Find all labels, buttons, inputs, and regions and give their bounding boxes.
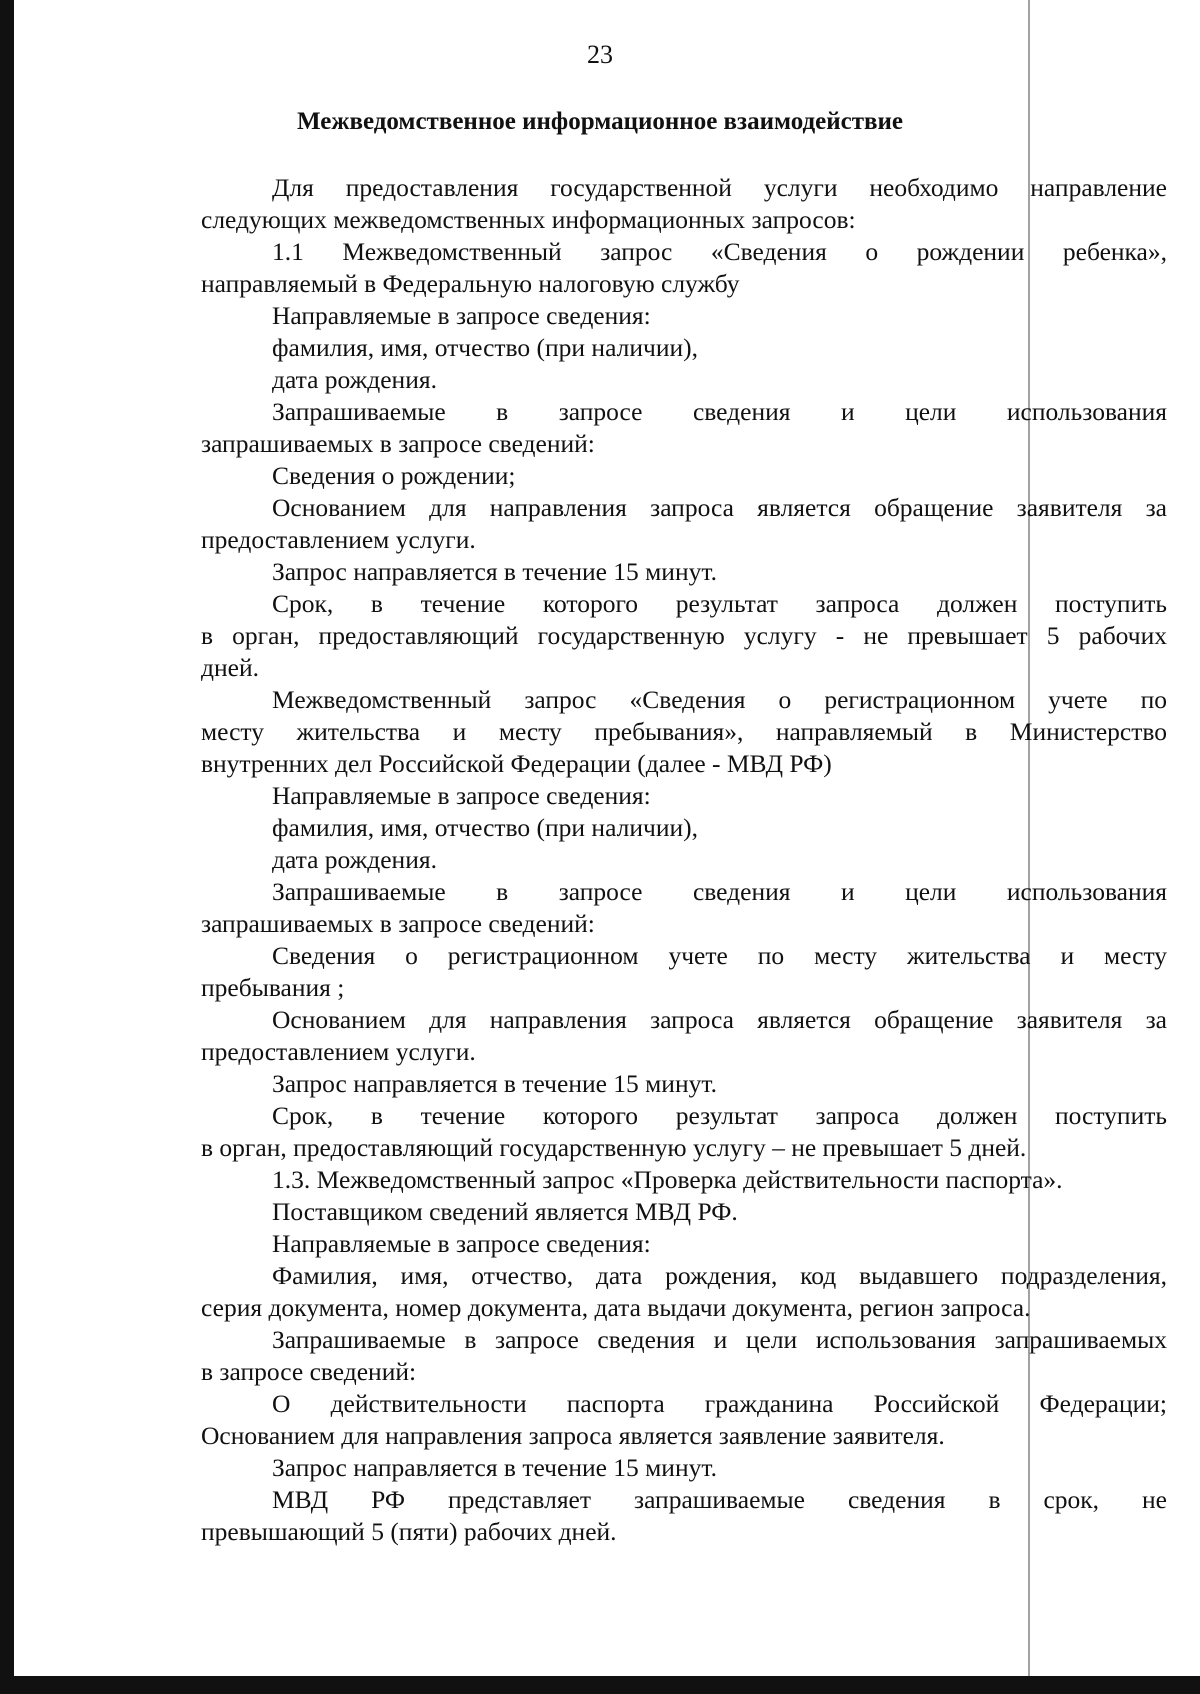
body-line: Запрос направляется в течение 15 минут. (272, 557, 717, 586)
body-line: О действительности паспорта гражданина Российской Федерации; (272, 1389, 1167, 1418)
body-line: месту жительства и месту пребывания», направляемый в Министерство (201, 717, 1167, 746)
body-line: Межведомственный запрос «Сведения о регистрационном учете по (272, 685, 1167, 714)
body-line: запрашиваемых в запросе сведений: (201, 429, 595, 458)
body-line: превышающий 5 (пяти) рабочих дней. (201, 1517, 617, 1546)
body-line: в орган, предоставляющий государственную услугу - не превышает 5 рабочих (201, 621, 1167, 650)
body-line: пребывания ; (201, 973, 345, 1002)
body-line: дата рождения. (272, 365, 437, 394)
body-line: запрашиваемых в запросе сведений: (201, 909, 595, 938)
body-line: серия документа, номер документа, дата выдачи документа, регион запроса. (201, 1293, 1031, 1322)
body-line: Запрашиваемые в запросе сведения и цели использования запрашиваемых (272, 1325, 1167, 1354)
body-line: предоставлением услуги. (201, 1037, 476, 1066)
body-line: фамилия, имя, отчество (при наличии), (272, 813, 698, 842)
body-line: дней. (201, 653, 259, 682)
body-line: дата рождения. (272, 845, 437, 874)
body-line: 1.3. Межведомственный запрос «Проверка действительности паспорта». (272, 1165, 1063, 1194)
body-line: Срок, в течение которого результат запроса должен поступить (272, 589, 1167, 618)
body-line: Основанием для направления запроса является заявление заявителя. (201, 1421, 945, 1450)
body-line: предоставлением услуги. (201, 525, 476, 554)
body-line: Фамилия, имя, отчество, дата рождения, код выдавшего подразделения, (272, 1261, 1167, 1290)
section-heading: Межведомственное информационное взаимодействие (297, 108, 903, 135)
body-line: Запрашиваемые в запросе сведения и цели использования (272, 397, 1167, 426)
body-line: в запросе сведений: (201, 1357, 417, 1386)
body-line: Основанием для направления запроса является обращение заявителя за (272, 493, 1167, 522)
page-number: 23 (587, 40, 613, 69)
scan-border-bottom (0, 1676, 1200, 1694)
body-line: Для предоставления государственной услуги необходимо направление (272, 173, 1167, 202)
body-line: Направляемые в запросе сведения: (272, 781, 651, 810)
body-line: 1.1 Межведомственный запрос «Сведения о рождении ребенка», (272, 237, 1167, 266)
body-line: в орган, предоставляющий государственную услугу – не превышает 5 дней. (201, 1133, 1027, 1162)
body-line: Основанием для направления запроса является обращение заявителя за (272, 1005, 1167, 1034)
scan-border-left (0, 0, 14, 1694)
body-line: следующих межведомственных информационных запросов: (201, 205, 856, 234)
body-line: Направляемые в запросе сведения: (272, 301, 651, 330)
body-line: Сведения о регистрационном учете по месту жительства и месту (272, 941, 1167, 970)
body-line: внутренних дел Российской Федерации (далее - МВД РФ) (201, 749, 832, 778)
document-body (201, 172, 1167, 1548)
body-line: фамилия, имя, отчество (при наличии), (272, 333, 698, 362)
body-line: направляемый в Федеральную налоговую службу (201, 269, 740, 298)
body-line: Поставщиком сведений является МВД РФ. (272, 1197, 738, 1226)
body-line: Запрашиваемые в запросе сведения и цели использования (272, 877, 1167, 906)
body-line: Срок, в течение которого результат запроса должен поступить (272, 1101, 1167, 1130)
body-line: Запрос направляется в течение 15 минут. (272, 1453, 717, 1482)
body-line: Запрос направляется в течение 15 минут. (272, 1069, 717, 1098)
body-line: Сведения о рождении; (272, 461, 516, 490)
body-line: МВД РФ представляет запрашиваемые сведения в срок, не (272, 1485, 1167, 1514)
body-line: Направляемые в запросе сведения: (272, 1229, 651, 1258)
